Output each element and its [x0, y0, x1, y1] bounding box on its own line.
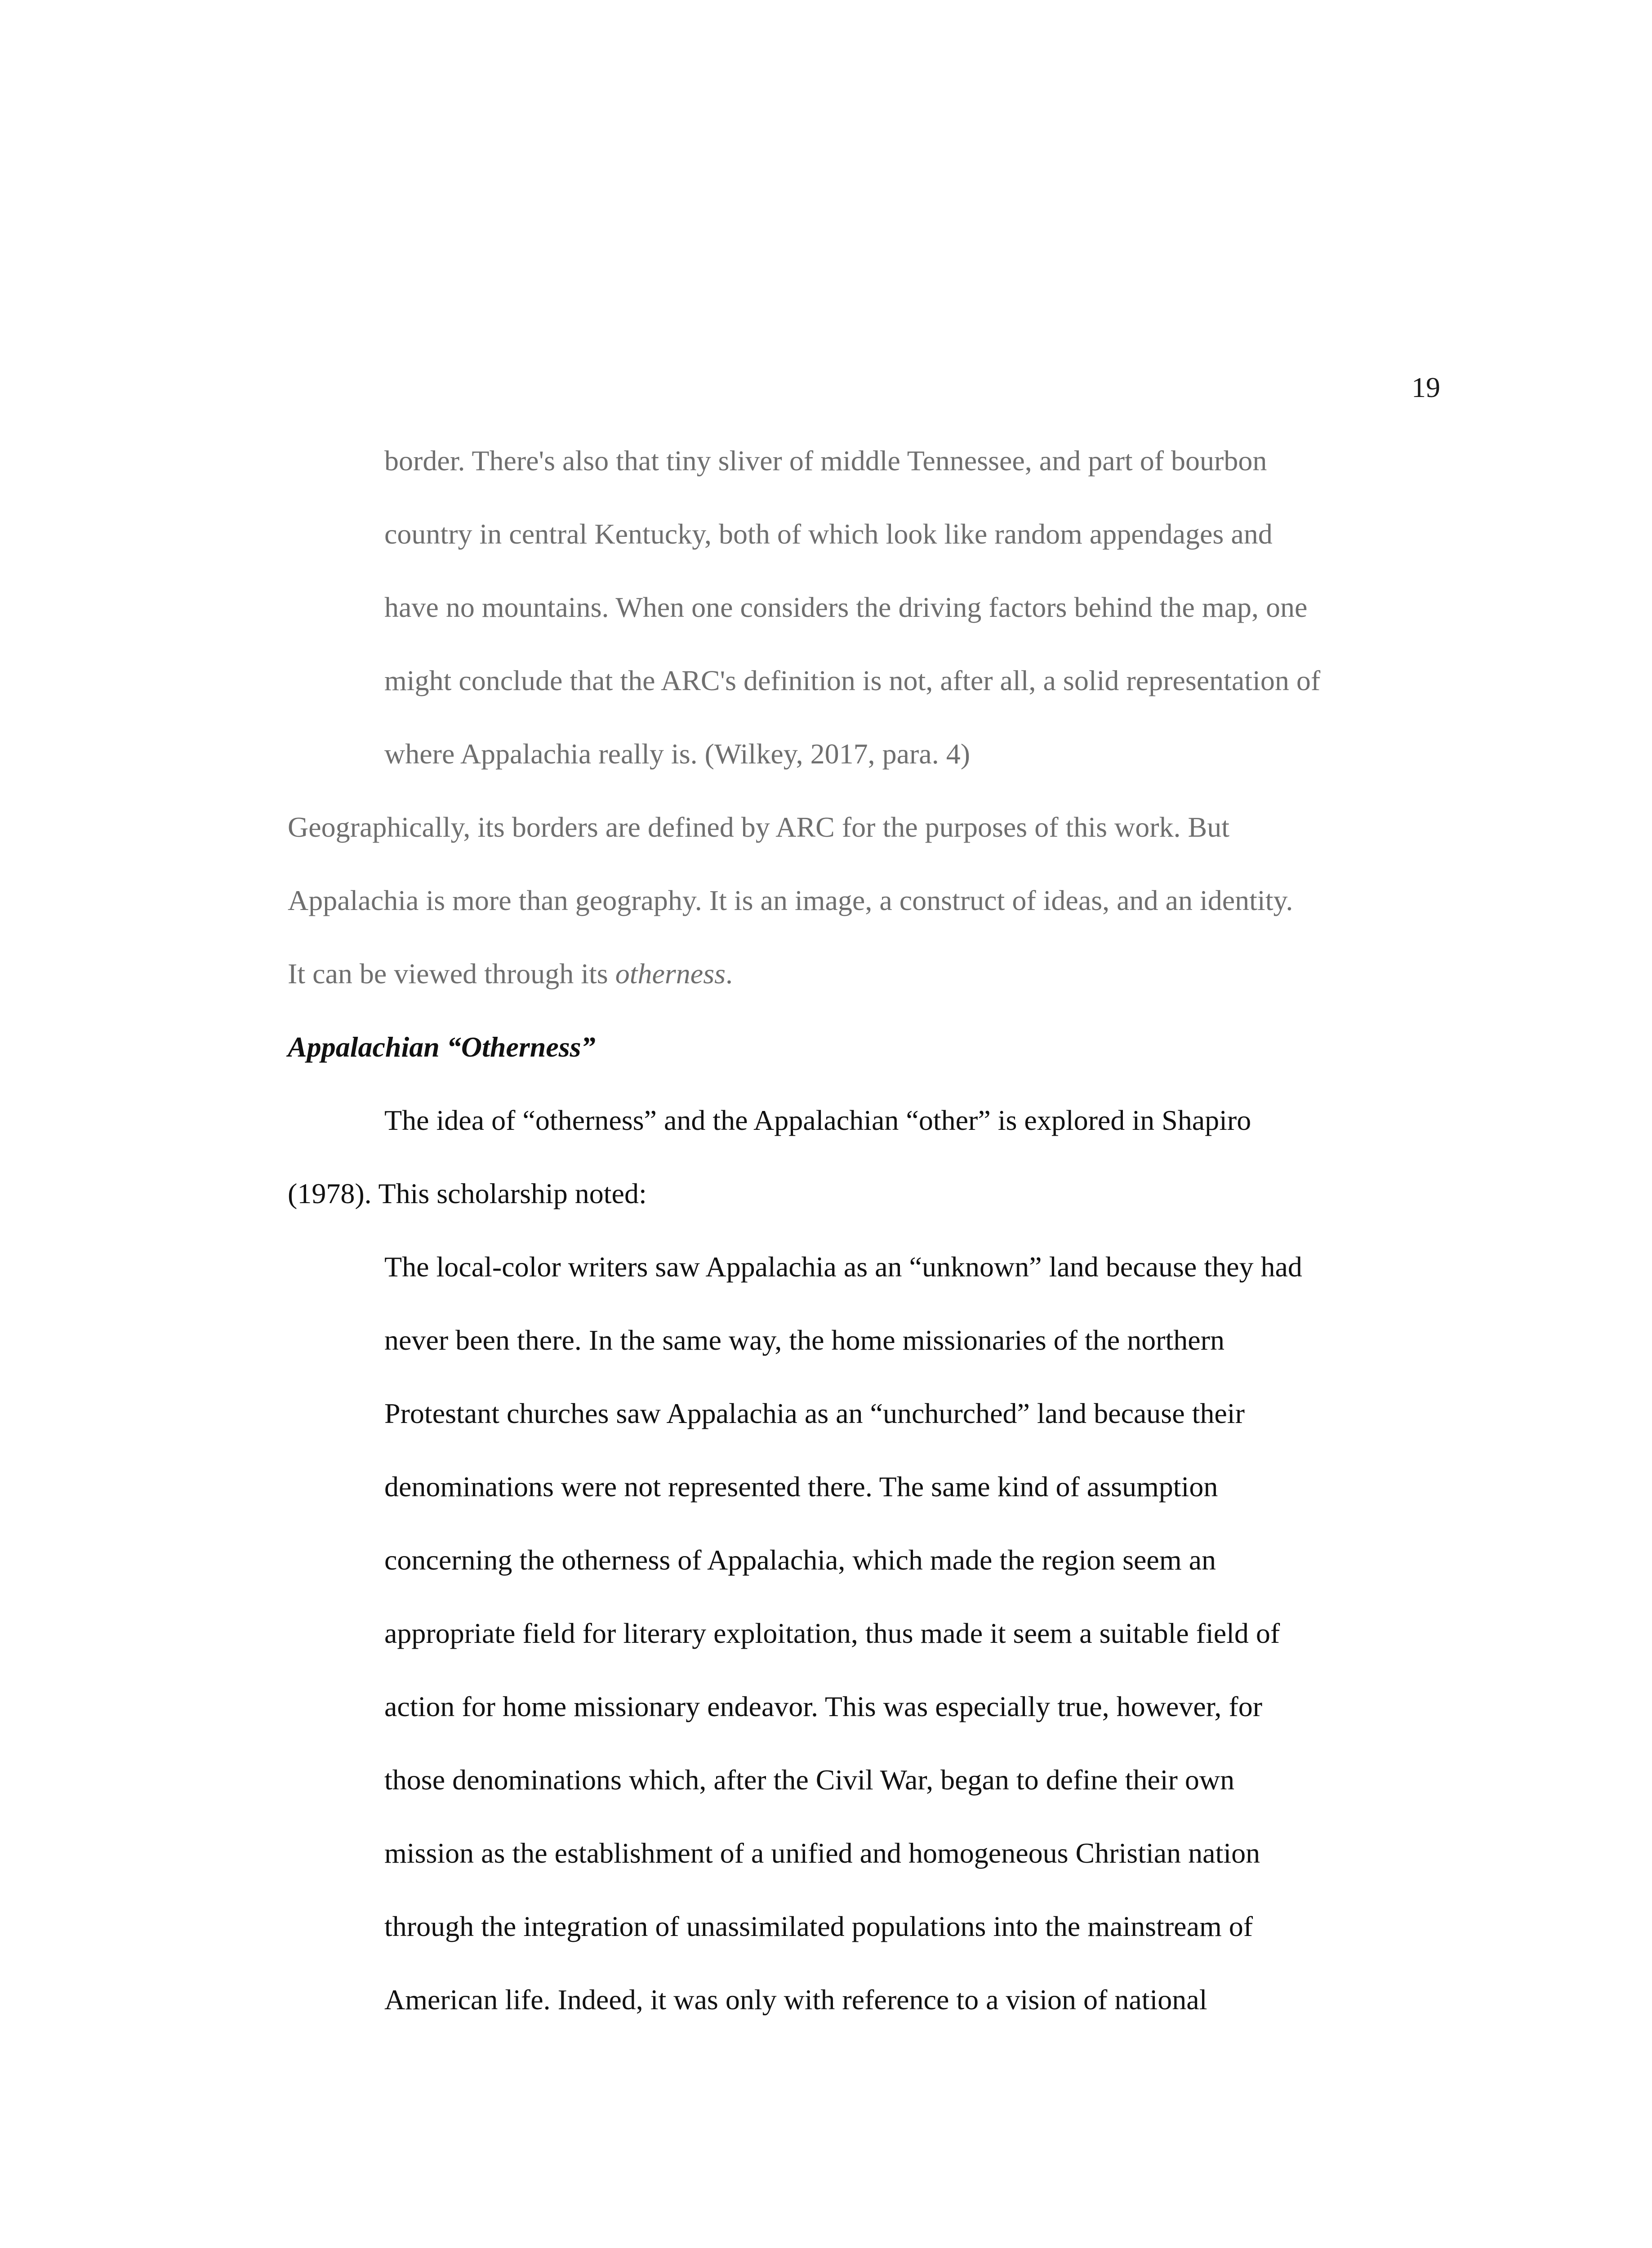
quote2-line: Protestant churches saw Appalachia as an “unchurched” land because their	[384, 1397, 1245, 1429]
paragraph-line: Appalachia is more than geography. It is an image, a construct of ideas, and an identity.	[288, 884, 1293, 916]
quote1-line: border. There's also that tiny sliver of middle Tennessee, and part of bourbon	[384, 445, 1267, 477]
quote2-line: mission as the establishment of a unified and homogeneous Christian nation	[384, 1837, 1260, 1869]
quote2-line: through the integration of unassimilated populations into the mainstream of	[384, 1910, 1253, 1942]
paragraph-line: Geographically, its borders are defined by ARC for the purposes of this work. But	[288, 811, 1229, 843]
quote2-line: those denominations which, after the Civil War, began to define their own	[384, 1764, 1235, 1796]
quote2-line: denominations were not represented there. The same kind of assumption	[384, 1471, 1218, 1503]
quote1-line: country in central Kentucky, both of which look like random appendages and	[384, 518, 1273, 550]
quote2-line: action for home missionary endeavor. This was especially true, however, for	[384, 1690, 1262, 1722]
page-number: 19	[1412, 371, 1440, 403]
paragraph-period: .	[726, 958, 733, 990]
quote1-line: where Appalachia really is. (Wilkey, 2017, para. 4)	[384, 738, 970, 770]
quote2-line: never been there. In the same way, the home missionaries of the northern	[384, 1324, 1225, 1356]
quote2-line: concerning the otherness of Appalachia, which made the region seem an	[384, 1544, 1216, 1576]
quote1-line: have no mountains. When one considers the driving factors behind the map, one	[384, 591, 1308, 623]
paragraph-line	[288, 956, 733, 992]
emphasis-otherness: otherness	[615, 958, 726, 990]
quote2-line: American life. Indeed, it was only with reference to a vision of national	[384, 1984, 1207, 2016]
paragraph-text: It can be viewed through its	[288, 958, 615, 990]
paragraph-line: (1978). This scholarship noted:	[288, 1178, 647, 1209]
quote1-line: might conclude that the ARC's definition is not, after all, a solid representation of	[384, 665, 1321, 696]
quote2-line: The local-color writers saw Appalachia as an “unknown” land because they had	[384, 1251, 1302, 1283]
quote2-line: appropriate field for literary exploitation, thus made it seem a suitable field of	[384, 1617, 1280, 1649]
section-heading: Appalachian “Otherness”	[288, 1031, 596, 1063]
paragraph-line: The idea of “otherness” and the Appalachian “other” is explored in Shapiro	[384, 1104, 1251, 1136]
